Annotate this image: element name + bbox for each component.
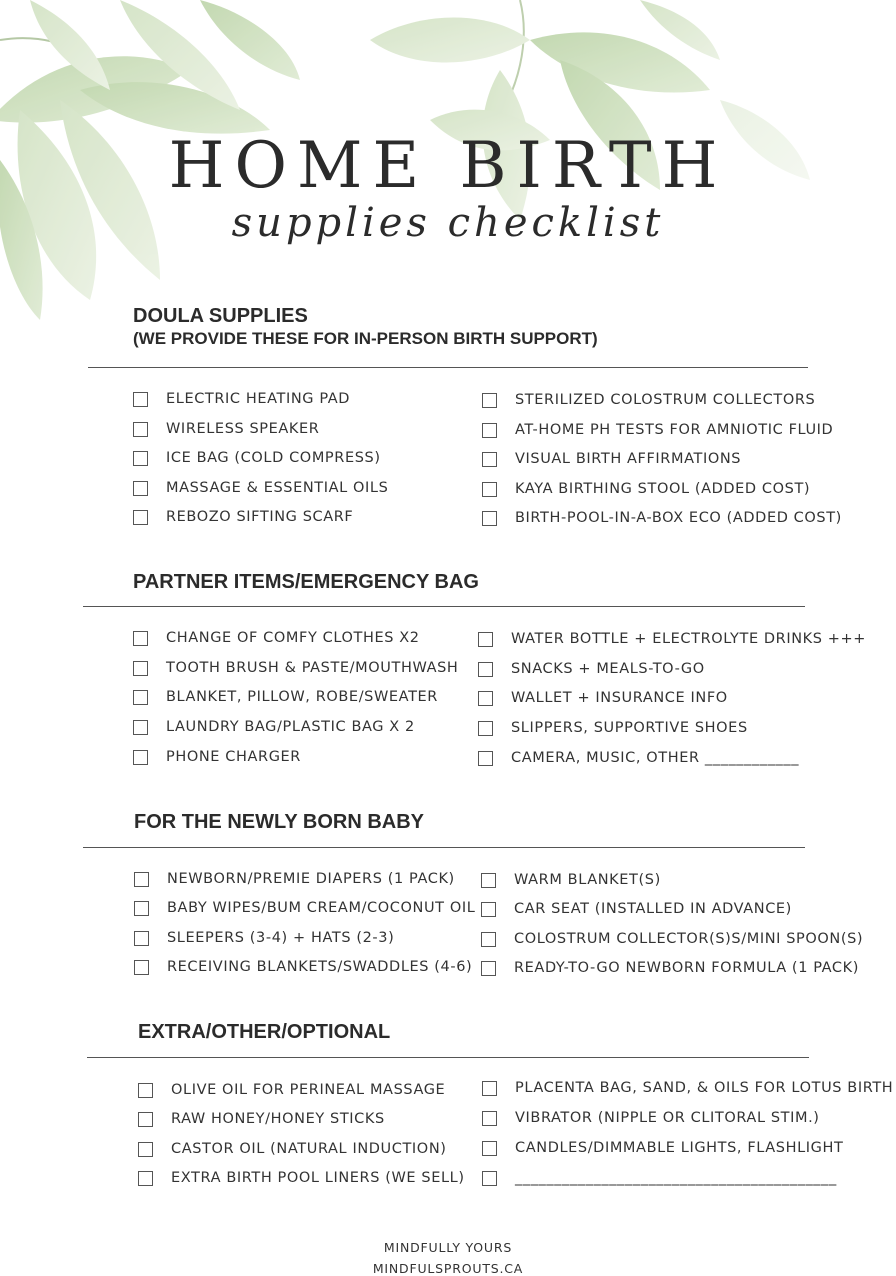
checklist-item[interactable]: BIRTH-POOL-IN-A-BOX ECO (ADDED COST) [482, 507, 842, 529]
checkbox[interactable] [478, 691, 493, 706]
checkbox[interactable] [133, 392, 148, 407]
checklist-item[interactable]: MASSAGE & ESSENTIAL OILS [133, 477, 388, 499]
section-divider [83, 606, 805, 607]
section-subtitle-doula: (WE PROVIDE THESE FOR IN-PERSON BIRTH SUPPORT) [133, 329, 598, 348]
checklist-item[interactable]: BLANKET, PILLOW, ROBE/SWEATER [133, 686, 438, 708]
checkbox[interactable] [133, 510, 148, 525]
checklist-item[interactable]: VISUAL BIRTH AFFIRMATIONS [482, 448, 741, 470]
checklist-item[interactable]: SNACKS + MEALS-TO-GO [478, 658, 705, 680]
checkbox[interactable] [482, 1111, 497, 1126]
footer-website: MINDFULSPROUTS.CA [372, 1261, 524, 1276]
checkbox[interactable] [478, 662, 493, 677]
checklist-item[interactable]: NEWBORN/PREMIE DIAPERS (1 PACK) [134, 868, 455, 890]
checklist-item[interactable]: ELECTRIC HEATING PAD [133, 388, 350, 410]
checklist-item[interactable]: TOOTH BRUSH & PASTE/MOUTHWASH [133, 657, 458, 679]
checkbox[interactable] [134, 931, 149, 946]
checkbox[interactable] [138, 1112, 153, 1127]
checkbox[interactable] [481, 932, 496, 947]
checklist-item[interactable]: CAR SEAT (INSTALLED IN ADVANCE) [481, 898, 792, 920]
section-title-baby: FOR THE NEWLY BORN BABY [134, 811, 425, 833]
checkbox[interactable] [482, 393, 497, 408]
checklist-item[interactable]: VIBRATOR (NIPPLE OR CLITORAL STIM.) [482, 1107, 820, 1129]
checkbox[interactable] [481, 873, 496, 888]
checkbox[interactable] [138, 1171, 153, 1186]
checkbox[interactable] [481, 961, 496, 976]
checkbox[interactable] [133, 661, 148, 676]
checkbox[interactable] [133, 750, 148, 765]
checkbox[interactable] [138, 1142, 153, 1157]
checklist-item[interactable]: COLOSTRUM COLLECTOR(S)S/MINI SPOON(S) [481, 928, 863, 950]
page-subtitle: supplies checklist [231, 200, 665, 246]
checkbox[interactable] [481, 902, 496, 917]
checklist-item[interactable]: RECEIVING BLANKETS/SWADDLES (4-6) [134, 956, 472, 978]
checklist-item[interactable]: SLEEPERS (3-4) + HATS (2-3) [134, 927, 394, 949]
page-title: HOME BIRTH [168, 129, 728, 203]
checklist-item[interactable]: CANDLES/DIMMABLE LIGHTS, FLASHLIGHT [482, 1137, 843, 1159]
checkbox[interactable] [482, 1141, 497, 1156]
checklist-item[interactable]: REBOZO SIFTING SCARF [133, 506, 353, 528]
checkbox[interactable] [482, 1171, 497, 1186]
checklist-item[interactable]: PLACENTA BAG, SAND, & OILS FOR LOTUS BIRTH [482, 1077, 893, 1099]
checkbox[interactable] [482, 1081, 497, 1096]
checklist-item[interactable]: WIRELESS SPEAKER [133, 418, 319, 440]
checkbox[interactable] [482, 511, 497, 526]
checkbox[interactable] [133, 720, 148, 735]
checkbox[interactable] [134, 872, 149, 887]
checklist-item[interactable]: SLIPPERS, SUPPORTIVE SHOES [478, 717, 748, 739]
checklist-item[interactable]: OLIVE OIL FOR PERINEAL MASSAGE [138, 1079, 445, 1101]
checkbox[interactable] [478, 632, 493, 647]
checkbox[interactable] [482, 482, 497, 497]
checklist-item[interactable]: CHANGE OF COMFY CLOTHES X2 [133, 627, 420, 649]
checkbox[interactable] [133, 451, 148, 466]
checklist-item[interactable]: READY-TO-GO NEWBORN FORMULA (1 PACK) [481, 957, 859, 979]
checklist-item[interactable]: AT-HOME PH TESTS FOR AMNIOTIC FLUID [482, 419, 833, 441]
checklist-item[interactable]: EXTRA BIRTH POOL LINERS (WE SELL) [138, 1167, 465, 1189]
checklist-item[interactable]: PHONE CHARGER [133, 746, 301, 768]
checkbox[interactable] [482, 452, 497, 467]
checklist-item[interactable]: LAUNDRY BAG/PLASTIC BAG X 2 [133, 716, 415, 738]
checkbox[interactable] [133, 690, 148, 705]
checklist-item[interactable]: CAMERA, MUSIC, OTHER ____________ [478, 747, 799, 769]
section-divider [83, 847, 805, 848]
checklist-item[interactable]: WATER BOTTLE + ELECTROLYTE DRINKS +++ [478, 628, 866, 650]
checkbox[interactable] [482, 423, 497, 438]
checklist-item[interactable]: CASTOR OIL (NATURAL INDUCTION) [138, 1138, 447, 1160]
checkbox[interactable] [134, 960, 149, 975]
checkbox[interactable] [133, 422, 148, 437]
checkbox[interactable] [133, 481, 148, 496]
section-title-extra: EXTRA/OTHER/OPTIONAL [138, 1021, 391, 1043]
checklist-item[interactable]: _________________________________________ [482, 1167, 837, 1189]
checkbox[interactable] [134, 901, 149, 916]
checkbox[interactable] [138, 1083, 153, 1098]
footer-signoff: MINDFULLY YOURS [383, 1240, 513, 1255]
checkbox[interactable] [133, 631, 148, 646]
section-title-doula: DOULA SUPPLIES [133, 305, 308, 327]
section-divider [87, 1057, 809, 1058]
checklist-item[interactable]: STERILIZED COLOSTRUM COLLECTORS [482, 389, 815, 411]
checklist-item[interactable]: WARM BLANKET(S) [481, 869, 661, 891]
checkbox[interactable] [478, 751, 493, 766]
section-divider [88, 367, 808, 368]
checklist-item[interactable]: ICE BAG (COLD COMPRESS) [133, 447, 381, 469]
checkbox[interactable] [478, 721, 493, 736]
checklist-item[interactable]: BABY WIPES/BUM CREAM/COCONUT OIL [134, 897, 475, 919]
checklist-item[interactable]: RAW HONEY/HONEY STICKS [138, 1108, 385, 1130]
section-title-partner: PARTNER ITEMS/EMERGENCY BAG [133, 571, 479, 593]
checklist-item[interactable]: WALLET + INSURANCE INFO [478, 687, 728, 709]
checklist-item[interactable]: KAYA BIRTHING STOOL (ADDED COST) [482, 478, 810, 500]
